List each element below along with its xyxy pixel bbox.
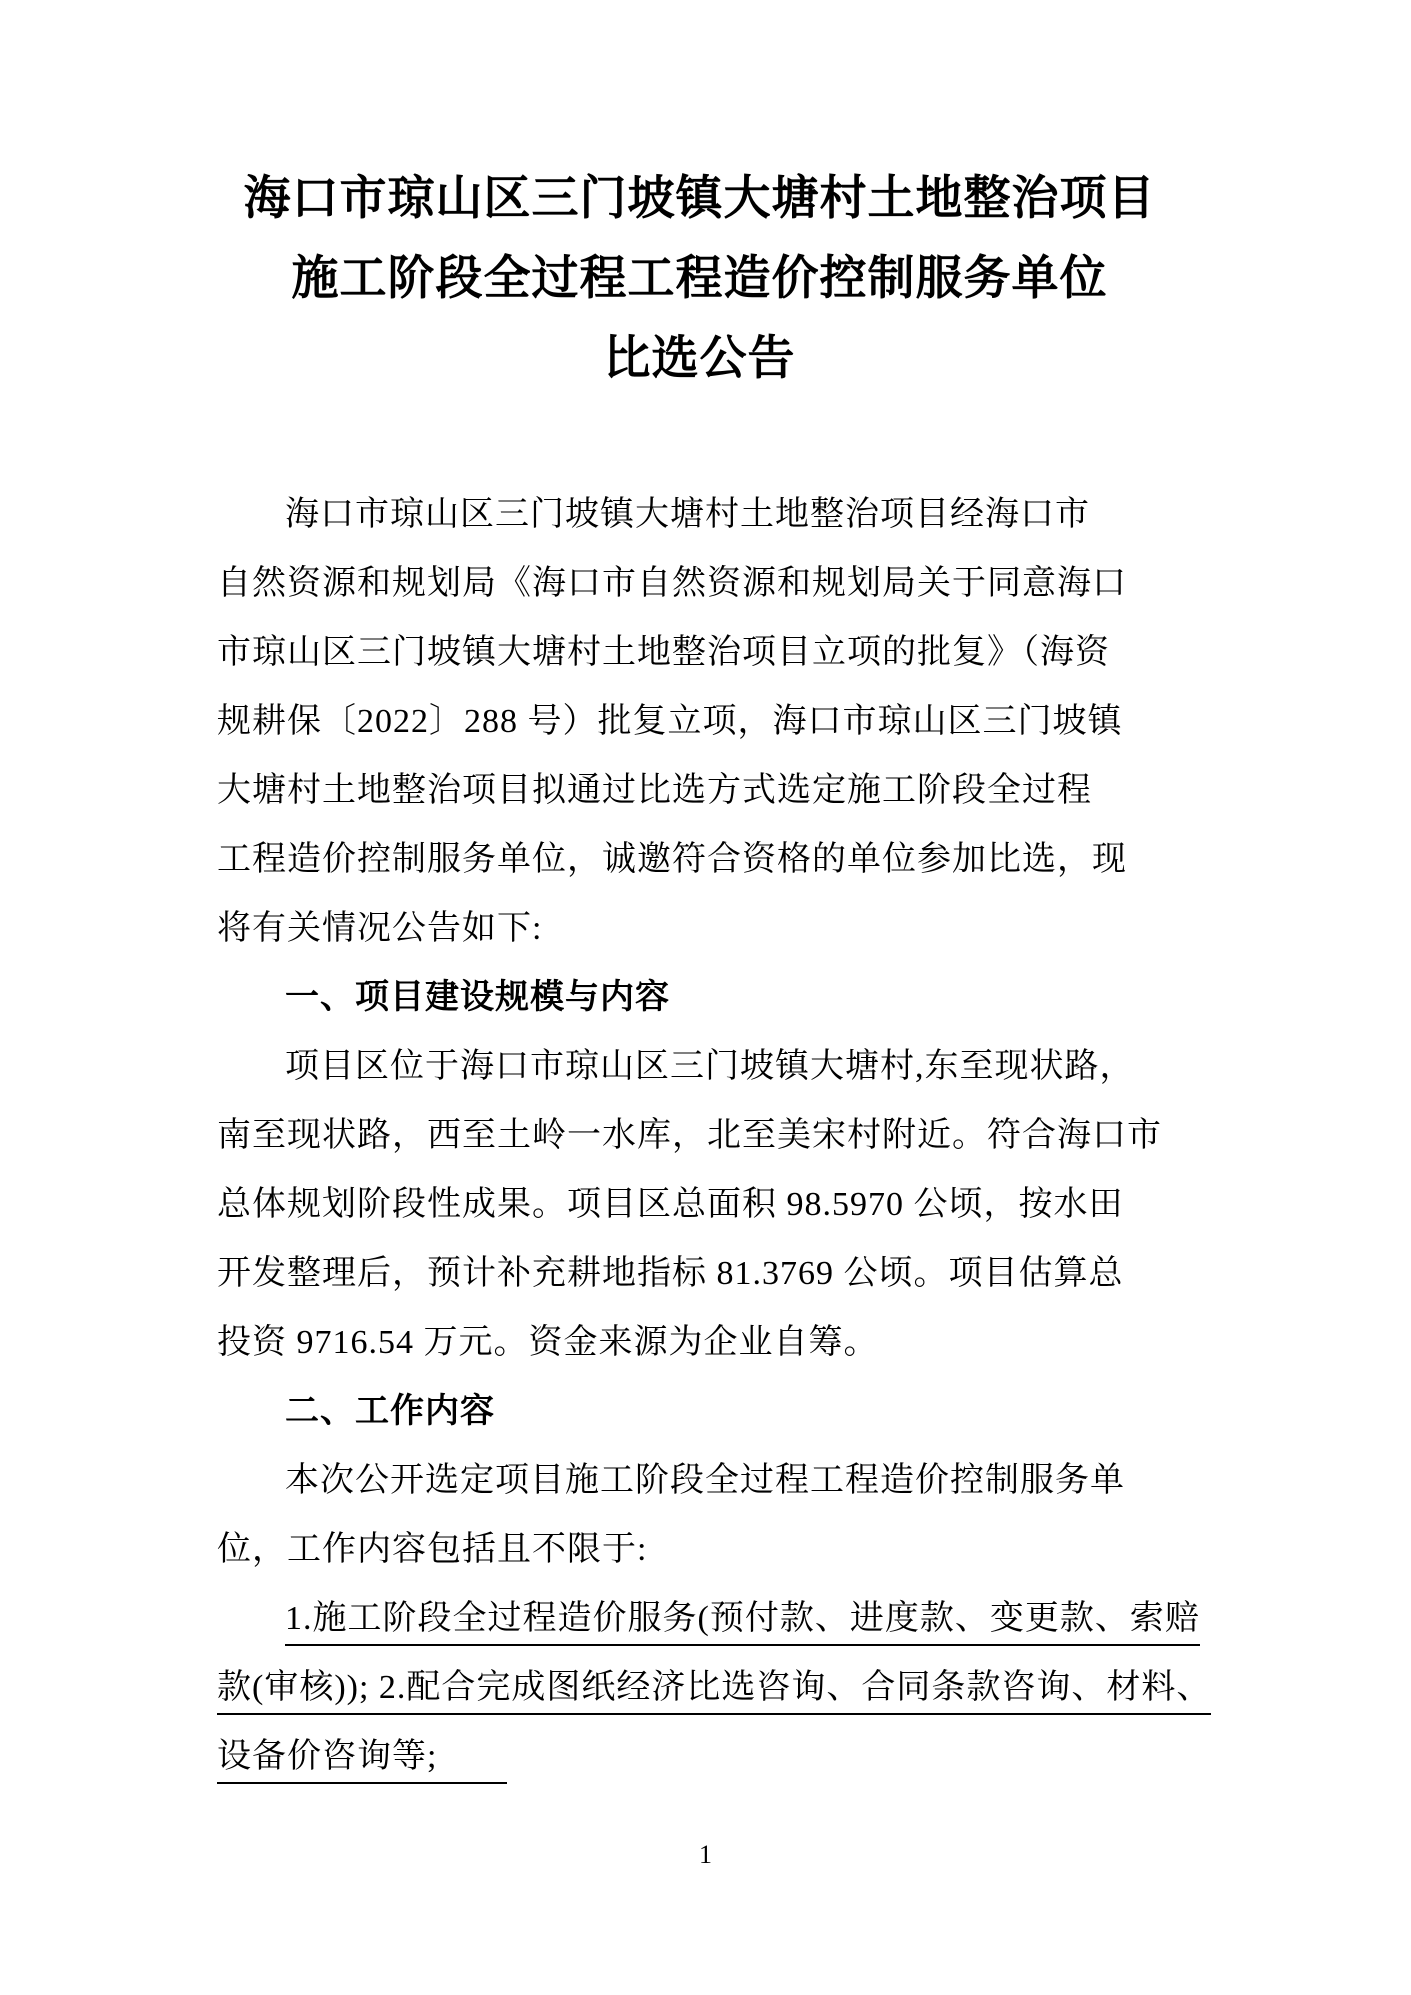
title-line-1: 海口市琼山区三门坡镇大塘村土地整治项目 xyxy=(243,171,1156,224)
section-heading-1: 一、项目建设规模与内容 xyxy=(285,978,670,1016)
paragraph-line xyxy=(217,1653,1212,1722)
paragraph-intro xyxy=(217,480,1182,963)
paragraph-line: 位，工作内容包括且不限于: xyxy=(217,1531,648,1568)
paragraph-line: 南至现状路，西至土岭一水库，北至美宋村附近。符合海口市 xyxy=(217,1117,1162,1154)
paragraph-line: 将有关情况公告如下: xyxy=(217,910,543,947)
paragraph-line: 总体规划阶段性成果。项目区总面积 98.5970 公顷，按水田 xyxy=(217,1186,1124,1223)
paragraph-line: 海口市琼山区三门坡镇大塘村土地整治项目经海口市 xyxy=(285,496,1090,533)
paragraph-line: 项目区位于海口市琼山区三门坡镇大塘村,东至现状路， xyxy=(285,1048,1135,1085)
underlined-text: 款(审核)); 2.配合完成图纸经济比选咨询、合同条款咨询、材料、 xyxy=(217,1669,1211,1715)
document-body xyxy=(217,480,1212,1791)
paragraph-work-items-underlined xyxy=(217,1584,1212,1791)
paragraph-line: 开发整理后，预计补充耕地指标 81.3769 公顷。项目估算总 xyxy=(217,1255,1124,1292)
page-number: 1 xyxy=(699,1840,712,1869)
paragraph-line: 市琼山区三门坡镇大塘村土地整治项目立项的批复》（海资 xyxy=(217,634,1110,671)
document-title xyxy=(217,158,1182,398)
paragraph-work-content xyxy=(217,1446,1182,1584)
paragraph-line xyxy=(217,1722,1182,1791)
paragraph-line xyxy=(217,1584,1200,1653)
title-line-3: 比选公告 xyxy=(603,331,796,384)
paragraph-line: 大塘村土地整治项目拟通过比选方式选定施工阶段全过程 xyxy=(217,772,1092,809)
paragraph-project-scale xyxy=(217,1032,1182,1377)
paragraph-line: 工程造价控制服务单位，诚邀符合资格的单位参加比选，现 xyxy=(217,841,1127,878)
underlined-text: 设备价咨询等; xyxy=(217,1738,507,1784)
paragraph-line: 规耕保〔2022〕288 号）批复立项，海口市琼山区三门坡镇 xyxy=(217,703,1123,740)
title-line-2: 施工阶段全过程工程造价控制服务单位 xyxy=(291,251,1108,304)
paragraph-line: 投资 9716.54 万元。资金来源为企业自筹。 xyxy=(217,1324,879,1361)
underlined-text: 1.施工阶段全过程造价服务(预付款、进度款、变更款、索赔 xyxy=(285,1600,1200,1646)
paragraph-line: 本次公开选定项目施工阶段全过程工程造价控制服务单 xyxy=(285,1462,1125,1499)
section-heading-2: 二、工作内容 xyxy=(285,1392,495,1430)
paragraph-line: 自然资源和规划局《海口市自然资源和规划局关于同意海口 xyxy=(217,565,1127,602)
